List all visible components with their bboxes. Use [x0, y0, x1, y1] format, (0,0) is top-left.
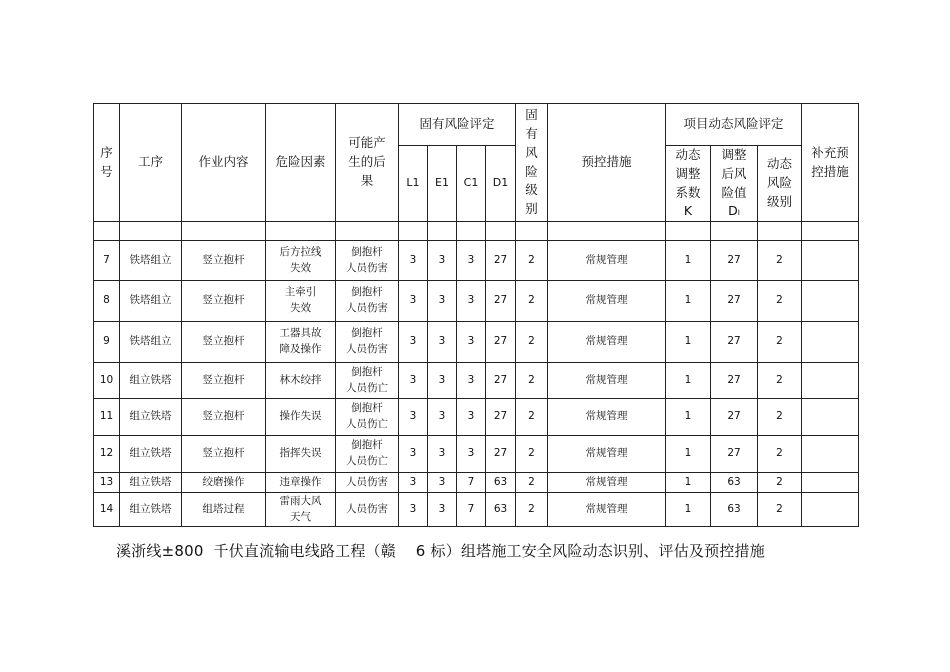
- cell-c1: 7: [457, 493, 486, 527]
- cell-hazard: 主牵引 失效: [266, 281, 336, 322]
- cell-process: 铁塔组立: [120, 281, 182, 322]
- cell-dynamic-level: 2: [758, 363, 802, 399]
- cell-adjusted-d: 63: [711, 473, 758, 493]
- header-inherent-group: 固有风险评定: [399, 104, 516, 146]
- cell-level: 2: [516, 493, 548, 527]
- cell-seq: 12: [94, 436, 120, 473]
- cell-l1: 3: [399, 363, 428, 399]
- cell-d1: 27: [486, 281, 516, 322]
- cell-supplement: [802, 241, 859, 281]
- cell-k: 1: [666, 363, 711, 399]
- cell-hazard: 操作失误: [266, 399, 336, 436]
- cell-l1: 3: [399, 281, 428, 322]
- cell-l1: 3: [399, 473, 428, 493]
- cell-d1: 27: [486, 241, 516, 281]
- cell-hazard: 违章操作: [266, 473, 336, 493]
- cell-c1: 3: [457, 281, 486, 322]
- header-d1: D1: [486, 146, 516, 222]
- cell-level: 2: [516, 241, 548, 281]
- cell-hazard: 工器具故 障及操作: [266, 322, 336, 363]
- cell-seq: 8: [94, 281, 120, 322]
- cell-hazard: 后方拉线 失效: [266, 241, 336, 281]
- header-process: 工序: [120, 104, 182, 222]
- table-row: [94, 399, 859, 436]
- cell-consequence: 倒抱杆 人员伤亡: [336, 436, 399, 473]
- cell-supplement: [802, 399, 859, 436]
- cell-supplement: [802, 281, 859, 322]
- cell-content: 竖立抱杆: [182, 363, 266, 399]
- cell-consequence: 倒抱杆 人员伤害: [336, 281, 399, 322]
- table-row: [94, 473, 859, 493]
- cell-supplement: [802, 493, 859, 527]
- cell-content: 绞磨操作: [182, 473, 266, 493]
- header-hazard: 危险因素: [266, 104, 336, 222]
- cell-seq: 13: [94, 473, 120, 493]
- cell-level: 2: [516, 399, 548, 436]
- header-control: 预控措施: [548, 104, 666, 222]
- cell-control: 常规管理: [548, 399, 666, 436]
- cell-dynamic-level: 2: [758, 473, 802, 493]
- risk-assessment-table: [93, 103, 859, 527]
- header-supplement: 补充预 控措施: [802, 104, 859, 222]
- cell-d1: 63: [486, 473, 516, 493]
- cell-e1: 3: [428, 399, 457, 436]
- cell-d1: 63: [486, 493, 516, 527]
- cell-supplement: [802, 322, 859, 363]
- cell-adjusted-d: 27: [711, 281, 758, 322]
- cell-e1: 3: [428, 281, 457, 322]
- cell-control: 常规管理: [548, 322, 666, 363]
- cell-level: 2: [516, 473, 548, 493]
- cell-k: 1: [666, 473, 711, 493]
- document-caption: 溪浙线±800 千伏直流输电线路工程（赣 6 标）组塔施工安全风险动态识别、评估及预控措施: [116, 542, 765, 560]
- cell-k: 1: [666, 281, 711, 322]
- table-row: [94, 281, 859, 322]
- header-k: 动态 调整 系数 K: [666, 146, 711, 222]
- cell-seq: 10: [94, 363, 120, 399]
- cell-d1: 27: [486, 399, 516, 436]
- cell-supplement: [802, 436, 859, 473]
- cell-c1: 3: [457, 436, 486, 473]
- header-inherent-level: 固 有 风 险 级 别: [516, 104, 548, 222]
- cell-dynamic-level: 2: [758, 436, 802, 473]
- cell-e1: 3: [428, 241, 457, 281]
- cell-l1: 3: [399, 436, 428, 473]
- cell-dynamic-level: 2: [758, 399, 802, 436]
- cell-consequence: 倒抱杆 人员伤害: [336, 322, 399, 363]
- cell-process: 组立铁塔: [120, 493, 182, 527]
- cell-content: 竖立抱杆: [182, 241, 266, 281]
- table-row: [94, 363, 859, 399]
- cell-e1: 3: [428, 322, 457, 363]
- header-e1: E1: [428, 146, 457, 222]
- cell-consequence: 倒抱杆 人员伤害: [336, 241, 399, 281]
- cell-content: 竖立抱杆: [182, 399, 266, 436]
- cell-consequence: 倒抱杆 人员伤亡: [336, 399, 399, 436]
- header-c1: C1: [457, 146, 486, 222]
- cell-k: 1: [666, 436, 711, 473]
- cell-content: 竖立抱杆: [182, 281, 266, 322]
- cell-consequence: 倒抱杆 人员伤亡: [336, 363, 399, 399]
- cell-adjusted-d: 27: [711, 436, 758, 473]
- cell-process: 组立铁塔: [120, 399, 182, 436]
- cell-k: 1: [666, 493, 711, 527]
- cell-content: 竖立抱杆: [182, 436, 266, 473]
- cell-d1: 27: [486, 363, 516, 399]
- cell-d1: 27: [486, 322, 516, 363]
- cell-control: 常规管理: [548, 363, 666, 399]
- header-dynamic-group: 项目动态风险评定: [666, 104, 802, 146]
- cell-control: 常规管理: [548, 241, 666, 281]
- cell-c1: 3: [457, 241, 486, 281]
- cell-level: 2: [516, 322, 548, 363]
- cell-control: 常规管理: [548, 436, 666, 473]
- header-content: 作业内容: [182, 104, 266, 222]
- cell-e1: 3: [428, 473, 457, 493]
- cell-supplement: [802, 363, 859, 399]
- cell-k: 1: [666, 399, 711, 436]
- cell-e1: 3: [428, 363, 457, 399]
- cell-k: 1: [666, 241, 711, 281]
- cell-l1: 3: [399, 241, 428, 281]
- header-consequence: 可能产 生的后 果: [336, 104, 399, 222]
- table-row: [94, 493, 859, 527]
- cell-hazard: 雷雨大风 天气: [266, 493, 336, 527]
- cell-d1: 27: [486, 436, 516, 473]
- cell-control: 常规管理: [548, 473, 666, 493]
- cell-adjusted-d: 27: [711, 322, 758, 363]
- cell-c1: 3: [457, 363, 486, 399]
- header-l1: L1: [399, 146, 428, 222]
- cell-level: 2: [516, 363, 548, 399]
- cell-adjusted-d: 27: [711, 363, 758, 399]
- cell-supplement: [802, 473, 859, 493]
- cell-level: 2: [516, 436, 548, 473]
- table-row: [94, 322, 859, 363]
- cell-process: 铁塔组立: [120, 241, 182, 281]
- header-dynamic-level: 动态 风险 级别: [758, 146, 802, 222]
- cell-process: 组立铁塔: [120, 363, 182, 399]
- cell-l1: 3: [399, 493, 428, 527]
- cell-seq: 14: [94, 493, 120, 527]
- cell-seq: 11: [94, 399, 120, 436]
- cell-content: 竖立抱杆: [182, 322, 266, 363]
- cell-consequence: 人员伤害: [336, 473, 399, 493]
- cell-dynamic-level: 2: [758, 281, 802, 322]
- table-row: [94, 436, 859, 473]
- cell-adjusted-d: 27: [711, 241, 758, 281]
- cell-seq: 9: [94, 322, 120, 363]
- cell-hazard: 指挥失误: [266, 436, 336, 473]
- cell-e1: 3: [428, 493, 457, 527]
- cell-dynamic-level: 2: [758, 322, 802, 363]
- cell-control: 常规管理: [548, 281, 666, 322]
- cell-l1: 3: [399, 399, 428, 436]
- cell-e1: 3: [428, 436, 457, 473]
- cell-c1: 3: [457, 399, 486, 436]
- cell-content: 组塔过程: [182, 493, 266, 527]
- cell-level: 2: [516, 281, 548, 322]
- cell-dynamic-level: 2: [758, 241, 802, 281]
- cell-c1: 3: [457, 322, 486, 363]
- spacer-row: [94, 222, 859, 241]
- cell-adjusted-d: 63: [711, 493, 758, 527]
- cell-process: 组立铁塔: [120, 436, 182, 473]
- cell-c1: 7: [457, 473, 486, 493]
- cell-dynamic-level: 2: [758, 493, 802, 527]
- cell-seq: 7: [94, 241, 120, 281]
- cell-hazard: 林木绞拌: [266, 363, 336, 399]
- cell-l1: 3: [399, 322, 428, 363]
- table-row: [94, 241, 859, 281]
- cell-k: 1: [666, 322, 711, 363]
- cell-control: 常规管理: [548, 493, 666, 527]
- cell-process: 组立铁塔: [120, 473, 182, 493]
- header-seq: 序 号: [94, 104, 120, 222]
- cell-process: 铁塔组立: [120, 322, 182, 363]
- cell-adjusted-d: 27: [711, 399, 758, 436]
- header-adjusted-d: 调整 后风 险值 Dₗ: [711, 146, 758, 222]
- cell-consequence: 人员伤害: [336, 493, 399, 527]
